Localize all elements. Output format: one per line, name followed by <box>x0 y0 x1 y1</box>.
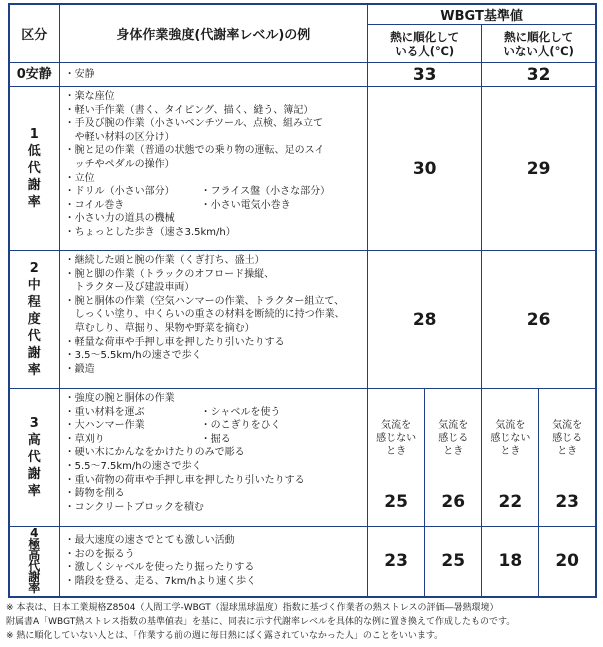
category-char: 謝 <box>28 570 41 585</box>
category-char: 程 <box>27 295 41 310</box>
example-item: ・のこぎりをひく <box>200 420 281 432</box>
example-item: ・激しくシャベルを使ったり掘ったりする <box>64 562 255 574</box>
value: 26 <box>441 492 466 512</box>
examples-high <box>59 389 368 527</box>
example-item: ・5.5～7.5km/hの速さで歩く <box>64 460 202 472</box>
airflow-label: とき <box>500 446 521 457</box>
example-item: ・おのを振るう <box>64 548 135 560</box>
value: 23 <box>555 492 580 512</box>
footnote: ※ 熱に順化していない人とは、「作業する前の週に毎日熱にばく露されていなかった人」のことをいいます。 <box>6 631 444 641</box>
example-item: ・シャベルを使う <box>200 406 281 418</box>
example-item: や軽い材料の区分け） <box>64 131 175 143</box>
category-high <box>9 389 59 527</box>
examples-moderate <box>59 251 368 389</box>
value-unacclimated: 29 <box>482 87 596 251</box>
category-low <box>9 87 59 251</box>
example-item: ・最大速度の速さでとても激しい活動 <box>64 535 235 547</box>
header-acclimated <box>368 25 482 63</box>
value-acclimated: 28 <box>368 251 482 389</box>
airflow-label: とき <box>443 446 464 457</box>
examples-very-high <box>59 527 368 597</box>
header-wbgt: WBGT基準値 <box>368 4 596 25</box>
example-item: ・3.5～5.5km/hの速さで歩く <box>64 350 202 362</box>
example-item: ・階段を登る、走る、7km/hより速く歩く <box>64 575 257 587</box>
acclimated-airflow <box>425 389 482 527</box>
category-char: 度 <box>27 312 41 327</box>
example-item: ・強度の腕と胴体の作業 <box>64 393 175 404</box>
category-char: 代 <box>28 559 41 574</box>
header-unacclimated-line: 熱に順化して <box>504 29 574 44</box>
example-pair <box>65 185 364 199</box>
header-example: 身体作業強度(代謝率レベル)の例 <box>59 4 368 63</box>
category-rest: 0安静 <box>9 63 59 87</box>
example-item: ・軽量な荷車や手押し車を押したり引いたりする <box>64 336 285 348</box>
category-char: 率 <box>27 484 41 499</box>
example-item: ・ちょっとした歩き（速さ3.5km/h） <box>64 226 236 238</box>
example-item: ・継続した頭と腕の作業（くぎ打ち、盛土） <box>64 255 265 266</box>
category-char: 代 <box>27 161 41 176</box>
category-char: 謝 <box>27 178 41 193</box>
value-acclimated: 33 <box>368 63 482 87</box>
example-pair <box>65 433 364 447</box>
value-acclimated: 30 <box>368 87 482 251</box>
unacclimated-no-airflow <box>482 389 539 527</box>
value-unacclimated-no-airflow: 18 <box>482 527 539 597</box>
example-item: ・掘る <box>200 433 231 445</box>
category-char: 謝 <box>27 346 41 361</box>
category-char: 謝 <box>27 467 41 482</box>
footnote: 附属書A「WBGT熱ストレス指数の基準値表」を基に、同表に示す代謝率レベルを具体的な例に置き換えて作成したものです。 <box>6 617 516 627</box>
example-item: ・ドリル（小さい部分） <box>64 186 175 198</box>
category-char: 2 <box>29 261 39 276</box>
category-char: 高 <box>28 548 41 563</box>
example-item: 草むしり、草掘り、果物や野菜を摘む） <box>64 322 255 334</box>
example-pair <box>65 199 364 213</box>
value: 22 <box>498 492 523 512</box>
value-acclimated-no-airflow: 23 <box>368 527 425 597</box>
airflow-label: とき <box>386 446 407 457</box>
category-char: 高 <box>27 433 41 448</box>
example-item: ・小さい電気小巻き <box>200 199 291 211</box>
example-item: ・フライス盤（小さな部分） <box>200 186 331 198</box>
category-char: 代 <box>27 329 41 344</box>
example-item: ッチやペダルの操作） <box>64 158 175 170</box>
example-item: ・立位 <box>64 172 95 184</box>
value-unacclimated-airflow: 20 <box>539 527 596 597</box>
airflow-label: 気流を <box>381 420 412 431</box>
example-item: ・硬い木にかんなをかけたりのみで彫る <box>64 447 245 459</box>
category-char: 極 <box>28 537 41 552</box>
category-char: 1 <box>29 127 39 142</box>
value: 25 <box>384 492 408 512</box>
value-unacclimated: 26 <box>482 251 596 389</box>
example-item: ・重い材料を運ぶ <box>64 406 145 418</box>
airflow-label: 感じる <box>438 433 469 444</box>
example-pair <box>65 419 364 433</box>
example-item: ・鋳物を削る <box>64 488 125 500</box>
footnote: ※ 本表は、日本工業規格Z8504（人間工学-WBGT（湿球黒球温度）指数に基づく作業者の熱ストレスの評価―暑熱環境） <box>6 603 499 613</box>
category-char: 率 <box>28 581 41 596</box>
example-item: ・コイル巻き <box>64 199 125 211</box>
example-item: ・軽い手作業（書く、タイピング、描く、縫う、簿記） <box>64 104 314 116</box>
examples-low <box>59 87 368 251</box>
unacclimated-airflow <box>539 389 596 527</box>
example-item: ・小さい力の道具の機械 <box>64 213 175 225</box>
acclimated-no-airflow <box>368 389 425 527</box>
airflow-label: 感じる <box>552 433 583 444</box>
example-item: しっくい塗り、中くらいの重さの材料を断続的に持つ作業、 <box>64 309 345 321</box>
airflow-label: とき <box>557 446 578 457</box>
example-item: ・コンクリートブロックを積む <box>64 501 204 513</box>
header-category: 区分 <box>9 4 59 63</box>
airflow-label: 感じない <box>490 433 531 444</box>
category-char: 中 <box>27 278 41 293</box>
examples-rest <box>59 63 368 87</box>
category-char: 代 <box>27 450 41 465</box>
header-acclimated-line: いる人(℃) <box>395 43 455 58</box>
airflow-label: 感じない <box>376 433 417 444</box>
example-item: ・手及び腕の作業（小さいベンチツール、点検、組み立て <box>64 118 323 130</box>
wbgt-reference-table <box>8 3 597 598</box>
category-moderate <box>9 251 59 389</box>
category-char: 低 <box>27 144 41 159</box>
example-pair <box>65 406 364 420</box>
header-unacclimated <box>482 25 596 63</box>
example-item: ・腕と足の作業（普通の状態での乗り物の運転、足のスイ <box>64 145 325 157</box>
header-unacclimated-line: いない人(℃) <box>503 43 574 58</box>
airflow-label: 気流を <box>438 420 469 431</box>
example-item: ・重い荷物の荷車や手押し車を押したり引いたりする <box>64 474 305 486</box>
header-acclimated-line: 熱に順化して <box>390 29 460 44</box>
value-unacclimated: 32 <box>482 63 596 87</box>
example-item: ・腕と胴体の作業（空気ハンマーの作業、トラクター組立て、 <box>64 295 345 307</box>
category-char: 4 <box>30 526 39 541</box>
example-item: ・安静 <box>64 68 95 80</box>
example-item: ・楽な座位 <box>64 91 115 102</box>
value-acclimated-airflow: 25 <box>425 527 482 597</box>
category-very-high <box>9 527 59 597</box>
example-item: ・草刈り <box>64 433 105 445</box>
category-char: 率 <box>27 363 41 378</box>
airflow-label: 気流を <box>495 420 526 431</box>
footnotes <box>6 601 603 643</box>
airflow-label: 気流を <box>552 420 583 431</box>
category-char: 率 <box>27 195 41 210</box>
example-item: トラクター及び建設車両） <box>64 282 195 294</box>
example-item: ・大ハンマー作業 <box>64 420 145 432</box>
example-item: ・腕と脚の作業（トラックのオフロード操縦、 <box>64 268 275 280</box>
example-item: ・鍛造 <box>64 363 95 375</box>
category-char: 3 <box>29 416 39 431</box>
